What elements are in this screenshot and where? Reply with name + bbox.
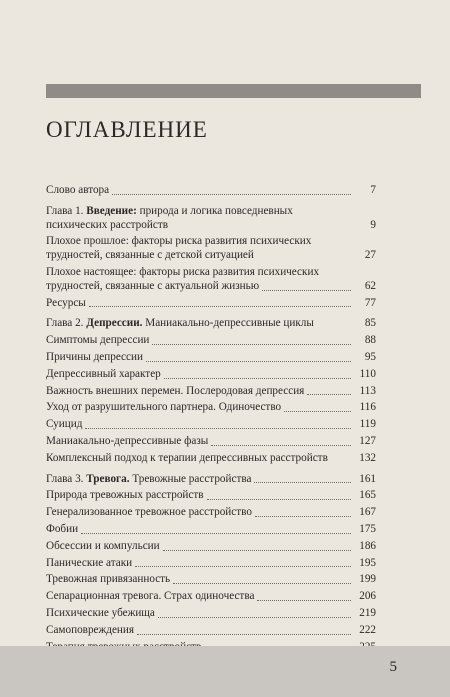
chapter-bold-title: Введение: (86, 204, 137, 217)
toc-entry-page: 127 (359, 434, 376, 447)
toc-entry[interactable] (46, 334, 376, 348)
toc-entry[interactable] (46, 573, 376, 587)
dot-leader (112, 194, 351, 195)
chapter-bold-title: Депрессии. (86, 317, 143, 330)
toc-entry[interactable] (46, 385, 376, 399)
chapter-3-title (46, 473, 251, 487)
chapter-title-line2: психических расстройств (46, 218, 168, 231)
toc-entry-title: Уход от разрушительного партнера. Одиночество (46, 401, 282, 414)
toc-entry-title-line2: трудностей, связанные с детской ситуацией (46, 249, 254, 262)
toc-entry[interactable] (46, 401, 376, 415)
toc-entry-page: 116 (359, 401, 376, 414)
toc-entry-foreword[interactable] (46, 184, 376, 198)
toc-entry-title: Ресурсы (46, 296, 86, 309)
chapter-3-heading[interactable] (46, 473, 376, 487)
page-title: ОГЛАВЛЕНИЕ (46, 117, 208, 142)
toc-entry-title: Симптомы депрессии (46, 334, 150, 347)
chapter-3 (46, 473, 376, 655)
toc-entry-page: 161 (359, 472, 376, 485)
toc-entry-page: 199 (359, 573, 376, 586)
toc-entry[interactable] (46, 540, 376, 554)
toc-entry-title: Депрессивный характер (46, 367, 161, 380)
chapter-2 (46, 317, 376, 465)
toc-entry-title: Обсессии и компульсии (46, 539, 160, 552)
chapter-1-title (46, 205, 293, 219)
toc-entry[interactable] (46, 607, 376, 621)
toc-entry[interactable] (46, 297, 376, 311)
chapter-label: Глава 3. (46, 472, 84, 485)
chapter-label: Глава 2. (46, 317, 84, 330)
toc-entry-page: 85 (364, 317, 376, 330)
chapter-subtitle: природа и логика повседневных (136, 204, 293, 217)
toc-entry-line2[interactable] (46, 249, 376, 263)
chapter-1-heading-line2[interactable] (46, 219, 376, 233)
chapter-subtitle: Тревожные расстройства (129, 472, 252, 485)
header-rule (46, 84, 421, 98)
toc-entry-title: Психические убежища (46, 606, 155, 619)
toc-entry[interactable] (46, 489, 376, 503)
toc-entry-page: 27 (364, 249, 376, 262)
toc-entry-title: Маниакально-депрессивные фазы (46, 434, 209, 447)
toc-entry-title: Суицид (46, 418, 83, 431)
toc-entry-page: 95 (364, 350, 376, 363)
toc-entry-title: Плохое прошлое: факторы риска развития психических (46, 235, 312, 248)
toc-entry[interactable] (46, 435, 376, 449)
toc-entry-page: 9 (370, 218, 376, 231)
toc-entry-page: 132 (359, 451, 376, 464)
chapter-label: Глава 1. (46, 204, 84, 217)
toc-entry[interactable] (46, 351, 376, 365)
toc-entry-page: 77 (364, 296, 376, 309)
toc-entry-page: 167 (359, 506, 376, 519)
chapter-1 (46, 205, 376, 311)
toc-entry-page: 175 (359, 522, 376, 535)
toc-entry-title: Плохое настоящее: факторы риска развития психических (46, 265, 320, 278)
toc-entry[interactable] (46, 418, 376, 432)
footer-band (0, 646, 450, 697)
toc-entry-page: 119 (359, 418, 376, 431)
toc-entry[interactable] (46, 506, 376, 520)
toc-entry[interactable] (46, 590, 376, 604)
chapter-subtitle: Маниакально-депрессивные циклы (142, 317, 314, 330)
toc-entry[interactable] (46, 557, 376, 571)
toc-entry-page: 206 (359, 590, 376, 603)
toc-entry-title: Сепарационная тревога. Страх одиночества (46, 590, 255, 603)
toc-entry-title: Генерализованное тревожное расстройство (46, 506, 252, 519)
toc-entry-title: Фобии (46, 522, 79, 535)
toc-entry[interactable] (46, 266, 376, 280)
chapter-2-title (46, 317, 314, 331)
chapter-bold-title: Тревога. (86, 472, 130, 485)
toc-entry-title: Комплексный подход к терапии депрессивных расстройств (46, 451, 328, 464)
toc-entry-title: Природа тревожных расстройств (46, 489, 204, 502)
toc-entry[interactable] (46, 235, 376, 249)
toc-entry-page: 7 (370, 184, 376, 196)
toc-entry-line2[interactable] (46, 280, 376, 294)
toc-entry-page: 186 (359, 539, 376, 552)
toc-entry-page: 195 (359, 556, 376, 569)
chapter-1-heading[interactable] (46, 205, 376, 219)
toc-entry[interactable] (46, 368, 376, 382)
toc-entry[interactable] (46, 452, 376, 466)
page-number: 5 (389, 659, 397, 675)
toc-entry-title: Панические атаки (46, 556, 133, 569)
toc-entry-title: Важность внешних перемен. Послеродовая депрессия (46, 384, 305, 397)
toc-entry-page: 165 (359, 489, 376, 502)
toc-entry-title-line2: трудностей, связанные с актуальной жизнью (46, 279, 260, 292)
toc-entry-page: 113 (359, 384, 376, 397)
toc-entry-page: 88 (364, 334, 376, 347)
toc-entry-title: Причины депрессии (46, 350, 143, 363)
toc-entry-title: Тревожная привязанность (46, 573, 171, 586)
toc-entry[interactable] (46, 523, 376, 537)
toc-entry-page: 110 (359, 367, 376, 380)
toc-entry-page: 219 (359, 606, 376, 619)
toc-entry-page: 62 (364, 279, 376, 292)
toc-entry[interactable] (46, 624, 376, 638)
table-of-contents (46, 184, 376, 657)
toc-entry-title: Слово автора (46, 184, 110, 196)
toc-entry-title: Самоповреждения (46, 623, 135, 636)
toc-entry-page: 222 (359, 623, 376, 636)
chapter-2-heading[interactable] (46, 317, 376, 331)
